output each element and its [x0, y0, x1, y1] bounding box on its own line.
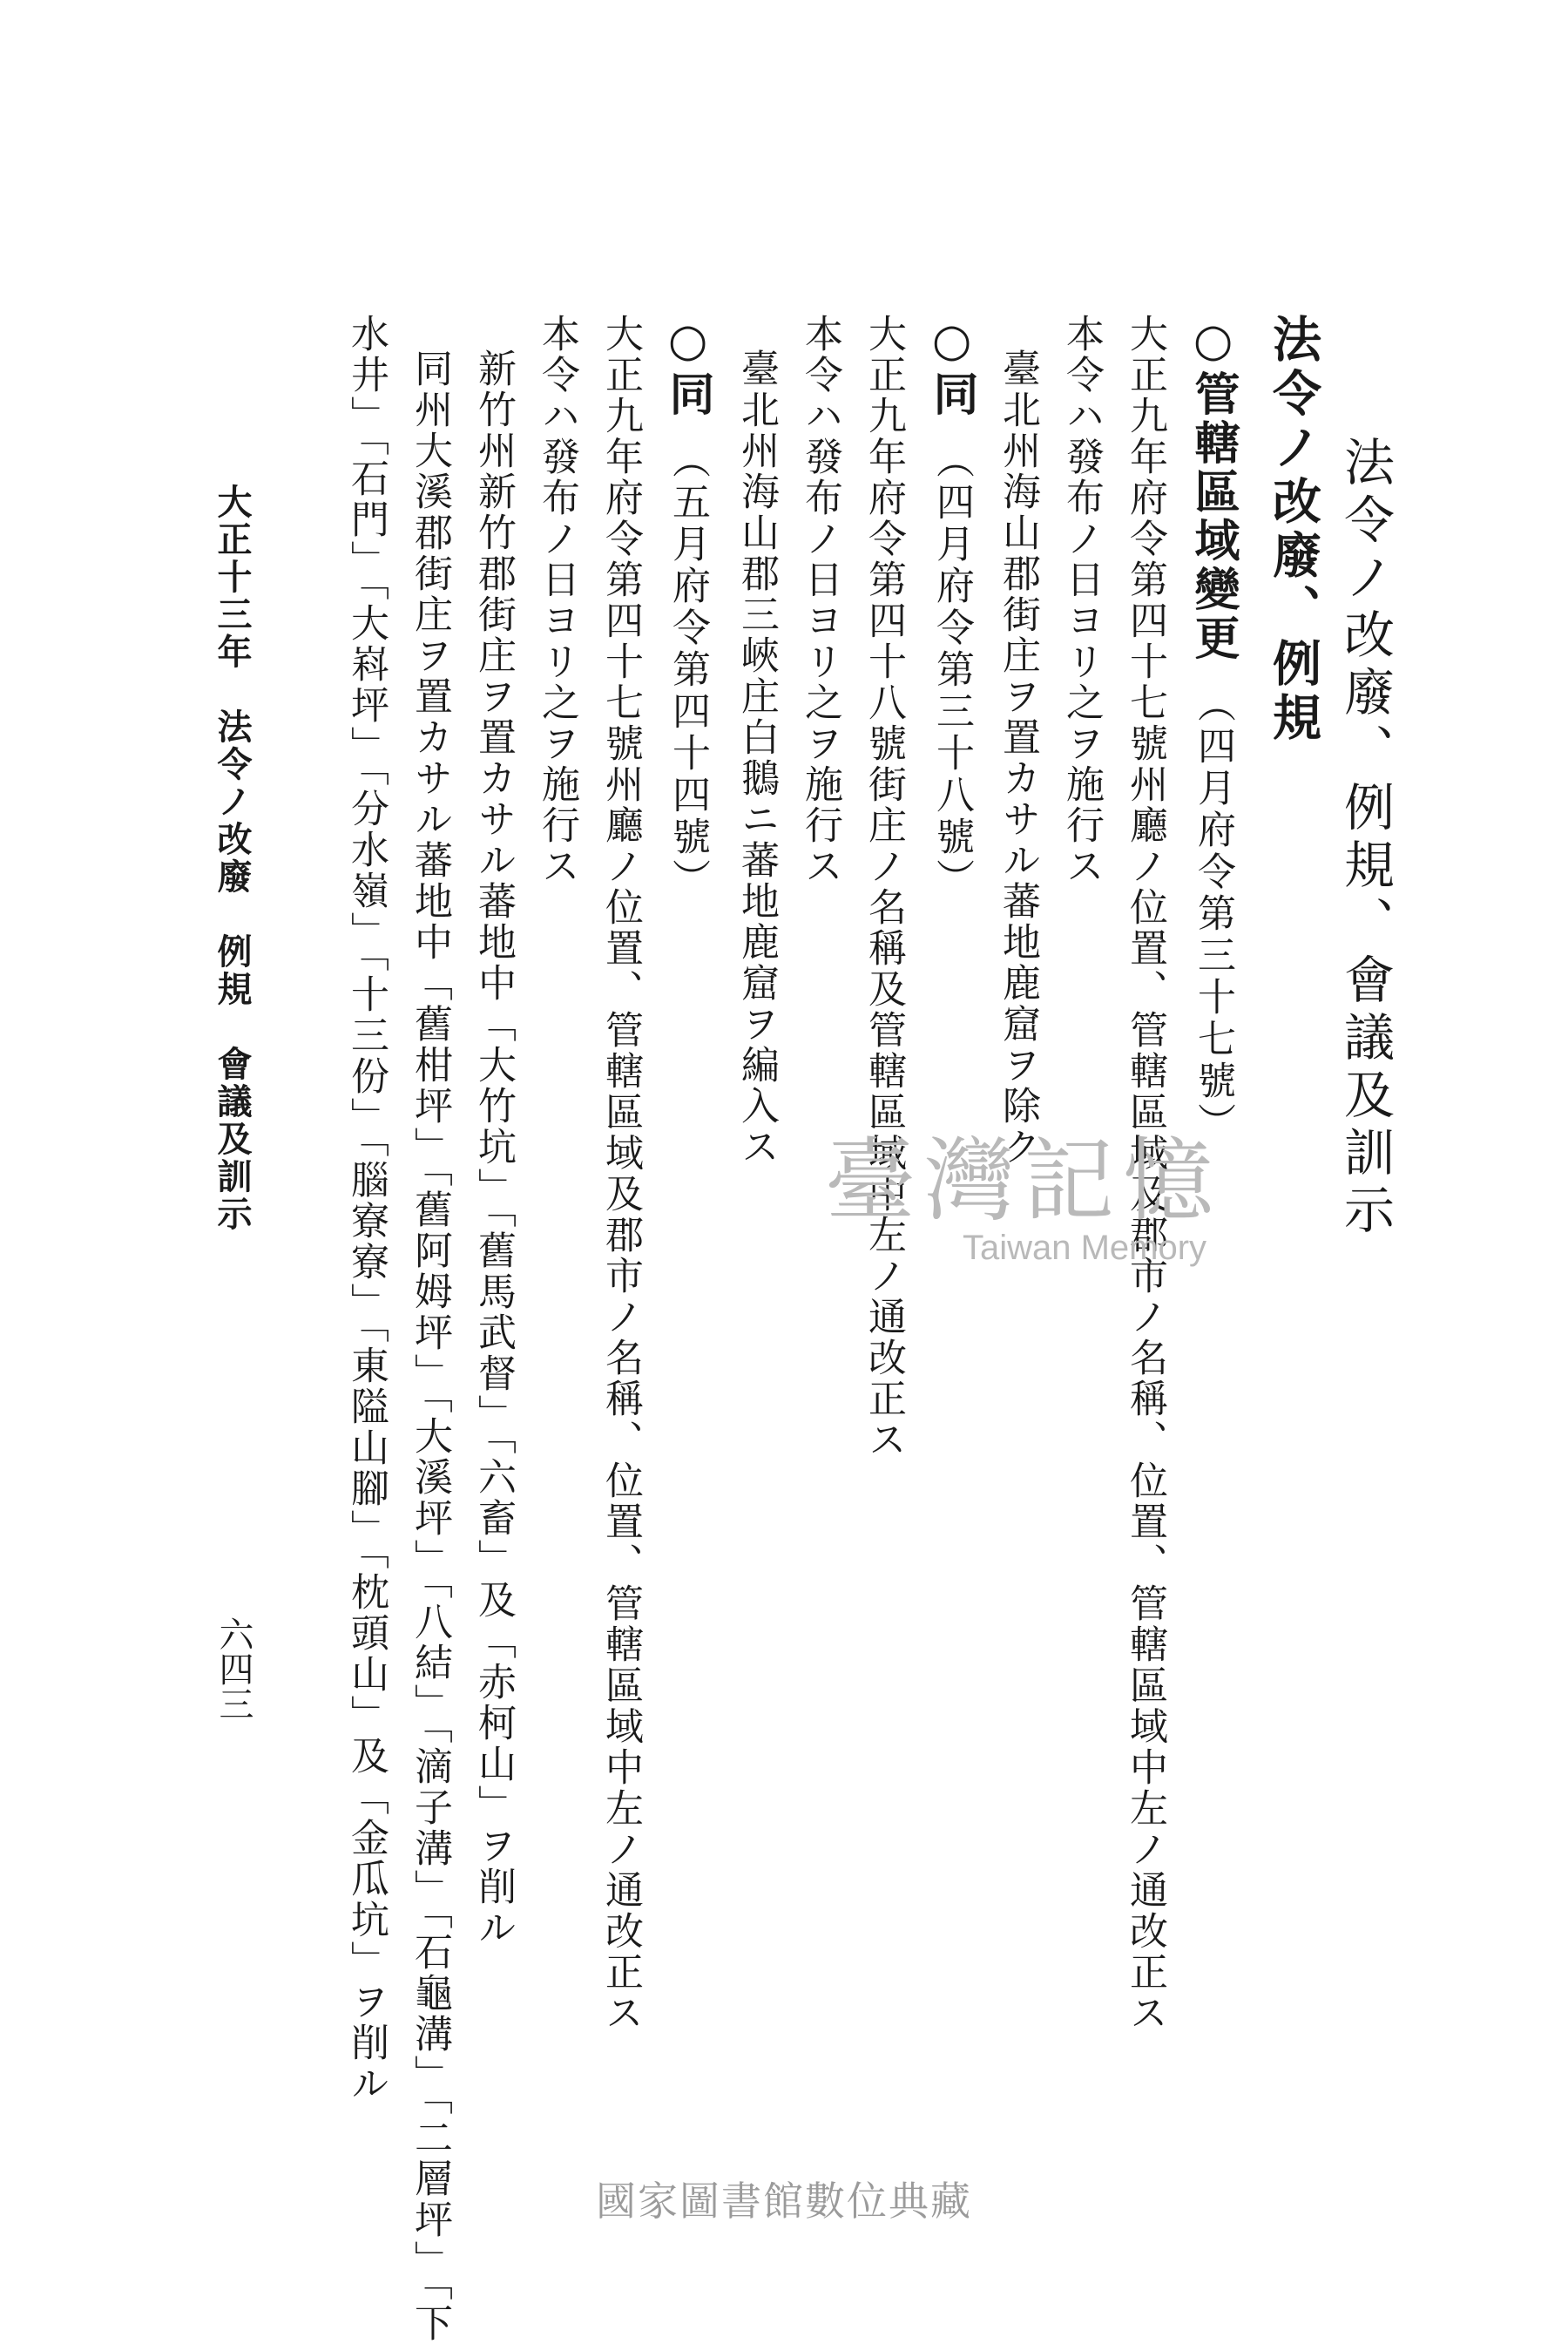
watermark-latin: Taiwan Memory — [962, 1229, 1207, 1267]
text-line: 本令ハ發布ノ日ヨリ之ヲ施行ス — [1059, 314, 1104, 887]
page-number: 六四三 — [213, 1616, 253, 1721]
text-line: 大正九年府令第四十七號州廳ノ位置、管轄區域及郡市ノ名稱、位置、管轄區域中左ノ通改正ス — [598, 314, 643, 2034]
entry-heading — [1180, 314, 1246, 1144]
entry-heading-text: ○管轄區域變更 — [1186, 314, 1240, 663]
chapter-title: 法令ノ改廢、例規、會議及訓示 — [1335, 436, 1395, 1241]
library-attribution: 國家圖書館數位典藏 — [596, 2178, 972, 2224]
text-line: 水井」「石門」「大嵙坪」「分水嶺」「十三份」「腦寮寮」「東隘山腳」「枕頭山」及「金瓜坑」ヲ削ル — [344, 314, 389, 2104]
watermark — [780, 1124, 1267, 1298]
watermark-text: 臺灣記憶 — [824, 1128, 1222, 1234]
entry-heading-text: ○同 — [925, 314, 978, 419]
text-line: 同州大溪郡街庄ヲ置カサル蕃地中「舊柑坪」「舊阿姆坪」「大溪坪」「八結」「滴子溝」「石龜溝」「二層坪」「下 — [408, 349, 452, 2344]
running-footer: 大正十三年 法令ノ改廢 例規 會議及訓示 — [212, 484, 253, 1233]
section-title: 法令ノ改廢、例規 — [1265, 314, 1322, 746]
text-line: 臺北州海山郡街庄ヲ置カサル蕃地鹿窟ヲ除ク — [996, 349, 1040, 1168]
text-line: 本令ハ發布ノ日ヨリ之ヲ施行ス — [535, 314, 579, 887]
text-line: 新竹州新竹郡街庄ヲ置カサル蕃地中「大竹坑」「舊馬武督」「六畜」及「赤柯山」ヲ削ル — [471, 349, 516, 1948]
entry-heading — [919, 314, 984, 900]
entry-note: （四月府令第三十八號） — [929, 440, 974, 900]
entry-note: （四月府令第三十七號） — [1191, 684, 1235, 1144]
entry-heading-text: ○同 — [661, 314, 714, 419]
text-line: 大正九年府令第四十八號街庄ノ名稱及管轄區域中左ノ通改正ス — [862, 314, 906, 1460]
entry-note: （五月府令第四十四號） — [666, 440, 710, 900]
entry-heading — [655, 314, 720, 900]
text-line: 大正九年府令第四十七號州廳ノ位置、管轄區域及郡市ノ名稱、位置、管轄區域中左ノ通改正ス — [1123, 314, 1167, 2034]
text-line: 本令ハ發布ノ日ヨリ之ヲ施行ス — [798, 314, 842, 887]
text-line: 臺北州海山郡三峽庄白鵝ニ蕃地鹿窟ヲ編入ス — [734, 349, 779, 1168]
